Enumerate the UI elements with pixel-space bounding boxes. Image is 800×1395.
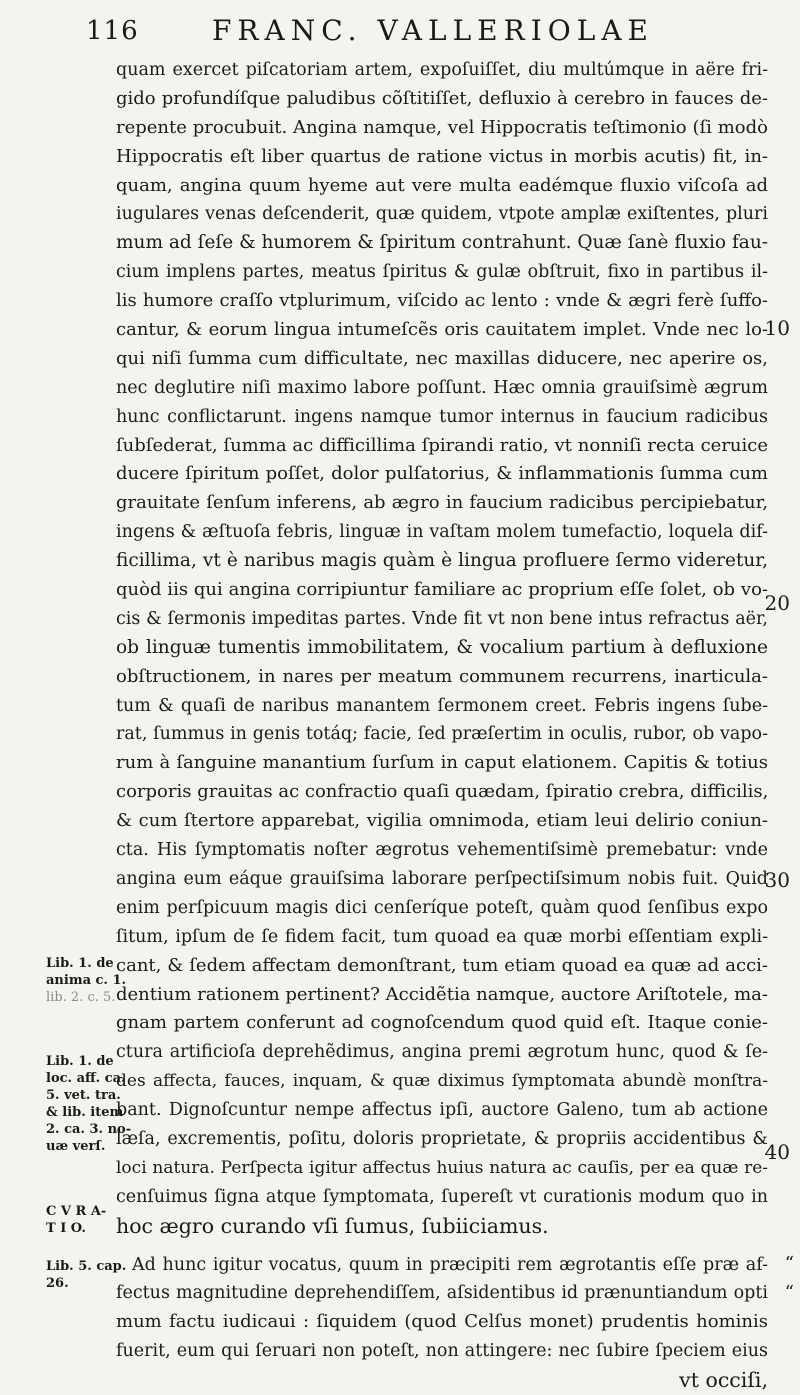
- text-line: ctura artificioſa deprehẽdimus, angina premi ægrotum hunc, quod & ſe-: [116, 1042, 768, 1063]
- text-line: loci natura. Perſpecta igitur affectus huius natura ac cauſis, per ea quæ re-: [116, 1157, 768, 1178]
- text-line: ducere ſpiritum poſſet, dolor pulſatorius, & inflammationis ſumma cum: [116, 463, 768, 485]
- main-text-block: [116, 56, 768, 1395]
- text-line: fectus magnitudine deprehendiſſem, aſsidentibus id prænuntiandum opti: [116, 1283, 768, 1304]
- text-line: fuerit, eum qui ſeruari non poteſt, non attingere: nec ſubire ſpeciem eius: [116, 1341, 768, 1362]
- text-line: ingens & æſtuoſa febris, linguæ in vaſtam molem tumefactio, loquela dif-: [116, 522, 768, 543]
- text-line: ſitum, ipſum de ſe fidem facit, tum quoad ea quæ morbi eſſentiam expli-: [116, 926, 768, 947]
- text-line: angina eum eáque grauiſsima laborare perſpectiſsimum nobis fuit. Quid: [116, 868, 768, 889]
- text-line: corporis grauitas ac confractio quaſi quædam, ſpiratio crebra, difficilis,: [116, 781, 768, 803]
- text-line: vt occiſi,: [679, 1368, 768, 1393]
- text-line: mum factu iudicaui : ſiquidem (quod Celſus monet) prudentis hominis: [116, 1311, 768, 1333]
- margin-note-curatio: C V R A- T I O.: [46, 1204, 107, 1236]
- text-line: grauitate ſenſum inferens, ab ægro in faucium radicibus percipiebatur,: [116, 492, 768, 514]
- margin-note-galen: Lib. 1. de loc. aff. ca. 5. vet. tra. & lib. item 2. ca. 3. no- uæ verſ.: [46, 1054, 132, 1154]
- text-line: Hippocratis eſt liber quartus de ratione victus in morbis acutis) fit, in-: [116, 145, 768, 167]
- text-line: ſubſederat, ſumma ac difficillima ſpirandi ratio, vt nonniſi recta ceruice: [116, 434, 768, 456]
- text-line: nec deglutire niſi maximo labore poſſunt. Hæc omnia grauiſsimè ægrum: [116, 377, 768, 398]
- text-line: ob linguæ tumentis immobilitatem, & vocalium partium à defluxione: [116, 636, 768, 658]
- text-line: dentium rationem pertinent? Accidẽtia namque, auctore Ariſtotele, ma-: [116, 983, 768, 1005]
- text-line: ficillima, vt è naribus magis quàm è lingua profluere ſermo videretur,: [116, 550, 768, 572]
- text-line: rum à ſanguine manantium ſurſum in caput elationem. Capitis & totius: [116, 752, 768, 774]
- text-line: bant. Dignoſcuntur nempe affectus ipſi, auctore Galeno, tum ab actione: [116, 1100, 768, 1121]
- text-line: cant, & ſedem affectam demonſtrant, tum etiam quoad ea quæ ad acci-: [116, 954, 768, 976]
- text-line: obſtructionem, in nares per meatum communem recurrens, inarticula-: [116, 665, 768, 687]
- text-line: repente procubuit. Angina namque, vel Hippocratis teſtimonio (ſi modò: [116, 116, 768, 138]
- faint-show-through-note: lib. 2. c. 5.: [46, 990, 116, 1005]
- page-number: 116: [86, 16, 139, 46]
- text-line: cta. His ſymptomatis noſter ægrotus vehementiſsimè premebatur: vnde: [116, 840, 768, 861]
- text-line: cenſuimus ſigna atque ſymptomata, ſupereſt vt curationis modum quo in: [116, 1186, 768, 1207]
- paragraph-gap: [116, 1241, 768, 1251]
- text-line: cis & ſermonis impeditas partes. Vnde fit vt non bene intus refractus aër,: [116, 608, 768, 629]
- text-line: læſa, excrementis, poſitu, doloris proprietate, & propriis accidentibus &: [116, 1128, 768, 1149]
- line-number-20: 20: [764, 591, 790, 615]
- line-number-10: 10: [764, 316, 790, 340]
- margin-note-aristotle: Lib. 1. de anima c. 1. lib. 2. c. 5.: [46, 955, 130, 1006]
- text-line: tum & quaſi de naribus manantem ſermonem creet. Febris ingens ſube-: [116, 695, 768, 716]
- text-line: hoc ægro curando vſi ſumus, ſubiiciamus.: [116, 1213, 549, 1238]
- running-title: FRANC. VALLERIOLAE: [212, 14, 654, 47]
- text-line: gido profundíſque paludibus cõſtitiſſet, defluxio à cerebro in fauces de-: [116, 87, 768, 109]
- text-line: cium implens partes, meatus ſpiritus & gulæ obſtruit, fixo in partibus il-: [116, 262, 768, 283]
- text-line: hunc conflictarunt. ingens namque tumor internus in faucium radicibus: [116, 406, 768, 427]
- text-line: Ad hunc igitur vocatus, quum in præcipiti rem ægrotantis eſſe præ af-: [132, 1254, 768, 1275]
- text-line: des affecta, fauces, inquam, & quæ diximus ſymptomata abundè monſtra-: [116, 1071, 768, 1092]
- margin-note-celsus: Lib. 5. cap. 26.: [46, 1259, 127, 1291]
- text-line: qui niſi ſumma cum difficultate, nec maxillas diducere, nec aperire os,: [116, 347, 768, 369]
- text-line: lis humore craſſo vtplurimum, viſcido ac lento : vnde & ægri ferè ſuffo-: [116, 290, 768, 312]
- text-line: & cum ſtertore apparebat, vigilia omnimoda, etiam leui delirio coniun-: [116, 810, 768, 832]
- text-line: iugulares venas deſcenderit, quæ quidem, vtpote amplæ exiſtentes, pluri: [116, 204, 768, 225]
- text-line: enim perſpicuum magis dici cenſeríque poteſt, quàm quod ſenſibus expo: [116, 897, 768, 918]
- line-number-30: 30: [764, 868, 790, 892]
- text-line: quam exercet piſcatoriam artem, expoſuiſſet, diu multúmque in aëre fri-: [116, 60, 768, 80]
- text-line: quam, angina quum hyeme aut vere multa eadémque fluxio viſcoſa ad: [116, 174, 768, 196]
- text-line: gnam partem conferunt ad cognoſcendum quod quid eſt. Itaque conie-: [116, 1012, 768, 1034]
- quote-mark: “: [784, 1253, 794, 1274]
- text-line: mum ad ſeſe & humorem & ſpiritum contrahunt. Quæ ſanè fluxio fau-: [116, 232, 768, 254]
- quote-mark: “: [784, 1282, 794, 1303]
- text-line: quòd iis qui angina corripiuntur familiare ac proprium eſſe ſolet, ob vo-: [116, 579, 768, 601]
- text-line: rat, ſummus in genis totáq; facie, ſed præſertim in oculis, rubor, ob vapo-: [116, 724, 768, 745]
- text-line: cantur, & eorum lingua intumeſcẽs oris cauitatem implet. Vnde nec lo-: [116, 319, 768, 341]
- line-number-40: 40: [764, 1140, 790, 1164]
